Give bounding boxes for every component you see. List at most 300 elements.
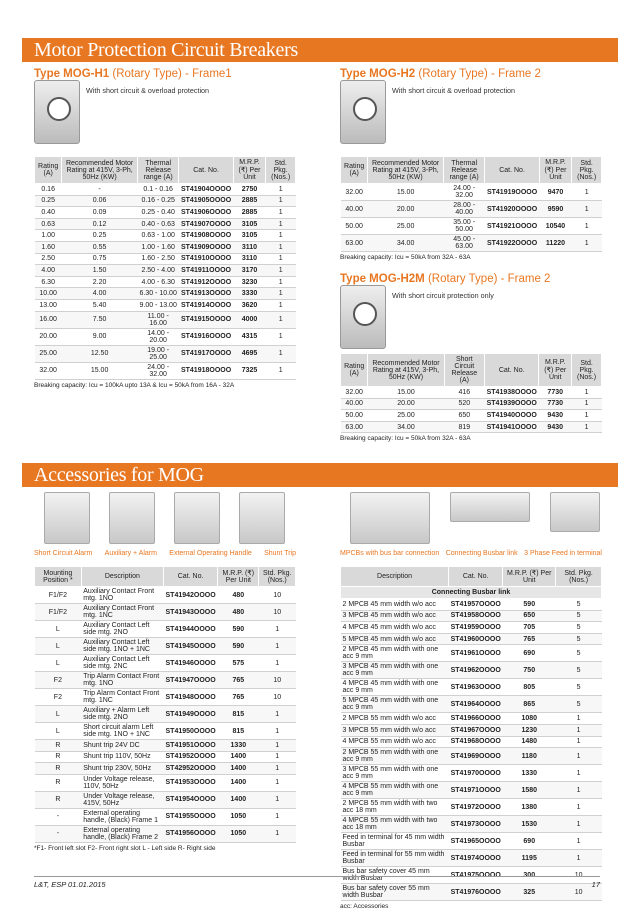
short-circuit-alarm-image	[44, 492, 90, 544]
table-cell: 3110	[233, 253, 266, 265]
table-cell: 1080	[503, 713, 556, 725]
table-cell: ST41962OOOO	[449, 662, 503, 679]
table-cell: 15.00	[368, 387, 444, 399]
table-row	[341, 421, 602, 433]
table-cell: L	[35, 621, 82, 638]
table-cell: ST41945OOOO	[164, 638, 218, 655]
table-row	[341, 765, 602, 782]
table-cell: 15.00	[368, 184, 444, 201]
table-cell: 480	[218, 604, 259, 621]
table-cell: 4315	[233, 328, 266, 345]
table-row	[341, 679, 602, 696]
column-header: Cat. No.	[164, 567, 218, 587]
table-cell: Shunt trip 230V, 50Hz	[81, 763, 163, 775]
table-cell: 5	[556, 679, 602, 696]
table-cell: 765	[218, 689, 259, 706]
table-cell: 32.00	[341, 184, 368, 201]
table-cell: -	[62, 184, 138, 196]
column-header: Recommended Motor Rating at 415V, 3-Ph, 50Hz (KW)	[62, 157, 138, 184]
table-cell: 0.75	[62, 253, 138, 265]
table-cell: 1	[266, 311, 296, 328]
table-cell: 0.1 - 0.16	[137, 184, 179, 196]
table-cell: Auxiliary Contact Left side mtg. 1NO + 1NC	[81, 638, 163, 655]
table-cell: 1400	[218, 774, 259, 791]
mog-h2m-heading: Type MOG-H2M (Rotary Type) - Frame 2	[340, 273, 551, 285]
table-row	[341, 645, 602, 662]
column-header: Recommended Motor Rating at 415V, 3-Ph, 50Hz (KW)	[368, 354, 444, 387]
table-cell: ST41916OOOO	[179, 328, 233, 345]
table-cell: 10540	[539, 218, 572, 235]
table-cell: 1	[572, 218, 602, 235]
table-cell: 1.50	[62, 265, 138, 277]
column-header: Description	[81, 567, 163, 587]
table-cell: ST41963OOOO	[449, 679, 503, 696]
table-cell: ST41942OOOO	[164, 587, 218, 604]
table-cell: ST41943OOOO	[164, 604, 218, 621]
table-cell: 63.00	[341, 421, 368, 433]
table-cell: 1	[259, 825, 296, 842]
table-cell: Trip Alarm Contact Front mtg. 1NO	[81, 672, 163, 689]
mog-h2-product-image	[340, 80, 386, 144]
table-cell: 1	[556, 748, 602, 765]
table-row	[35, 587, 296, 604]
table-cell: 1	[266, 253, 296, 265]
table-cell: R	[35, 774, 82, 791]
table-row	[341, 850, 602, 867]
table-cell: 0.63	[35, 218, 62, 230]
table-cell: 2 MPCB 55 mm width with two acc 18 mm	[341, 799, 449, 816]
table-cell: ST41913OOOO	[179, 288, 233, 300]
mog-h2-table	[340, 156, 602, 252]
table-cell: 0.63 - 1.00	[137, 230, 179, 242]
table-row	[341, 724, 602, 736]
table-cell: ST41939OOOO	[485, 398, 539, 410]
table-cell: 4 MPCB 45 mm width w/o acc	[341, 622, 449, 634]
table-cell: 1	[266, 362, 296, 379]
table-cell: 4.00 - 6.30	[137, 276, 179, 288]
table-cell: 1	[556, 724, 602, 736]
table-cell: ST41946OOOO	[164, 655, 218, 672]
table-cell: 10	[556, 884, 602, 901]
table-cell: 1	[266, 241, 296, 253]
table-cell: 2.20	[62, 276, 138, 288]
table-row	[35, 265, 296, 277]
table-cell: F2	[35, 672, 82, 689]
table-cell: L	[35, 723, 82, 740]
accessory-labels	[34, 550, 296, 557]
table-cell: 9.00	[62, 328, 138, 345]
table-row	[35, 276, 296, 288]
table-row	[341, 235, 602, 252]
column-header: Description	[341, 567, 449, 587]
accessories-footnote: *F1- Front left slot F2- Front right slot L - Left side R- Right side	[34, 844, 216, 852]
table-cell: L	[35, 706, 82, 723]
table-cell: 815	[218, 706, 259, 723]
table-cell: 6.30	[35, 276, 62, 288]
table-cell: 7.50	[62, 311, 138, 328]
table-row	[35, 362, 296, 379]
table-cell: 1	[556, 816, 602, 833]
table-cell: ST41941OOOO	[485, 421, 539, 433]
table-cell: ST42952OOOO	[164, 763, 218, 775]
table-cell: 10	[259, 672, 296, 689]
table-cell: ST41966OOOO	[449, 713, 503, 725]
column-header: Rating (A)	[35, 157, 62, 184]
mog-h2m-table	[340, 353, 602, 433]
table-cell: 4 MPCB 55 mm width with one acc 9 mm	[341, 782, 449, 799]
table-cell: 6.30 - 10.00	[137, 288, 179, 300]
table-row	[341, 799, 602, 816]
table-cell: Short circuit alarm Left side mtg. 1NO + 1NC	[81, 723, 163, 740]
table-row	[341, 218, 602, 235]
table-row	[341, 610, 602, 622]
table-cell: 50.00	[341, 410, 368, 422]
table-cell: R	[35, 763, 82, 775]
table-cell: 1	[556, 799, 602, 816]
table-row	[341, 201, 602, 218]
table-cell: 2885	[233, 207, 266, 219]
column-header: Cat. No.	[485, 157, 539, 184]
table-cell: F1/F2	[35, 604, 82, 621]
section-banner-accessories: Accessories for MOG	[22, 463, 618, 487]
table-cell: 28.00 - 40.00	[443, 201, 485, 218]
table-cell: 1	[259, 723, 296, 740]
table-cell: ST41921OOOO	[485, 218, 539, 235]
table-cell: 0.40	[35, 207, 62, 219]
table-cell: 1	[266, 207, 296, 219]
table-cell: 1480	[503, 736, 556, 748]
mog-h1-note: With short circuit & overload protection	[86, 86, 210, 95]
table-cell: 765	[503, 633, 556, 645]
table-cell: 1	[266, 265, 296, 277]
table-row	[35, 751, 296, 763]
auxiliary-alarm-image	[109, 492, 155, 544]
table-cell: ST41911OOOO	[179, 265, 233, 277]
table-cell: 1	[259, 655, 296, 672]
table-cell: 25.00	[368, 410, 444, 422]
table-cell: 1400	[218, 751, 259, 763]
table-cell: ST41908OOOO	[179, 230, 233, 242]
table-row	[35, 230, 296, 242]
table-cell: 34.00	[368, 421, 444, 433]
table-cell: 1	[556, 765, 602, 782]
table-row	[341, 748, 602, 765]
table-cell: ST41940OOOO	[485, 410, 539, 422]
table-cell: 3230	[233, 276, 266, 288]
table-cell: 4 MPCB 55 mm width w/o acc	[341, 736, 449, 748]
table-cell: 3 MPCB 45 mm width w/o acc	[341, 610, 449, 622]
table-row	[341, 633, 602, 645]
table-cell: 1.00 - 1.60	[137, 241, 179, 253]
column-header: Rating (A)	[341, 354, 368, 387]
table-cell: 690	[503, 833, 556, 850]
table-row	[341, 736, 602, 748]
table-cell: 690	[503, 645, 556, 662]
table-cell: 0.25	[62, 230, 138, 242]
table-cell: 5	[556, 662, 602, 679]
table-cell: 1.60	[35, 241, 62, 253]
table-cell: 590	[503, 599, 556, 611]
mog-h1-heading: Type MOG-H1 (Rotary Type) - Frame1	[34, 68, 232, 80]
table-cell: Under Voltage release, 110V, 50Hz	[81, 774, 163, 791]
mog-h2m-note: With short circuit protection only	[392, 291, 494, 300]
table-cell: 1	[572, 184, 602, 201]
table-row	[35, 253, 296, 265]
table-row	[341, 622, 602, 634]
table-cell: 1	[556, 782, 602, 799]
table-row	[35, 774, 296, 791]
table-cell: 15.00	[62, 362, 138, 379]
table-cell: 0.40 - 0.63	[137, 218, 179, 230]
table-cell: 4.00	[62, 288, 138, 300]
table-cell: ST41965OOOO	[449, 833, 503, 850]
table-cell: 2.50 - 4.00	[137, 265, 179, 277]
accessory-label: Shunt Trip	[264, 550, 296, 557]
table-cell: -	[35, 808, 82, 825]
table-cell: 9430	[539, 410, 572, 422]
table-cell: 25.00	[35, 345, 62, 362]
table-cell: 4.00	[35, 265, 62, 277]
table-row	[35, 218, 296, 230]
table-cell: 45.00 - 63.00	[443, 235, 485, 252]
column-header: M.R.P. (₹) Per Unit	[539, 157, 572, 184]
table-cell: Bus bar safety cover 45 mm width Busbar	[341, 867, 449, 884]
table-cell: 50.00	[341, 218, 368, 235]
table-cell: ST41919OOOO	[485, 184, 539, 201]
table-cell: 325	[503, 884, 556, 901]
table-cell: 650	[444, 410, 485, 422]
table-row	[35, 638, 296, 655]
table-cell: ST41967OOOO	[449, 724, 503, 736]
table-cell: 1	[556, 833, 602, 850]
table-cell: 520	[444, 398, 485, 410]
table-row	[35, 311, 296, 328]
column-header: Thermal Release range (A)	[137, 157, 179, 184]
table-cell: 480	[218, 587, 259, 604]
table-cell: 4000	[233, 311, 266, 328]
table-cell: 5	[556, 622, 602, 634]
accessory-label: Auxiliary + Alarm	[104, 550, 157, 557]
table-cell: 9590	[539, 201, 572, 218]
table-cell: 1.00	[35, 230, 62, 242]
table-cell: 805	[503, 679, 556, 696]
table-cell: 3620	[233, 299, 266, 311]
table-row	[35, 195, 296, 207]
mog-h2m-product-image	[340, 285, 386, 349]
table-cell: ST41971OOOO	[449, 782, 503, 799]
table-cell: 1.60 - 2.50	[137, 253, 179, 265]
table-cell: ST41956OOOO	[164, 825, 218, 842]
table-cell: 3330	[233, 288, 266, 300]
table-cell: 1380	[503, 799, 556, 816]
table-cell: 819	[444, 421, 485, 433]
table-cell: ST41949OOOO	[164, 706, 218, 723]
table-cell: 1	[259, 774, 296, 791]
table-cell: 4 MPCB 45 mm width with one acc 9 mm	[341, 679, 449, 696]
busbar-label: Connecting Busbar link	[445, 550, 518, 557]
table-row	[341, 184, 602, 201]
table-row	[35, 299, 296, 311]
table-cell: ST41952OOOO	[164, 751, 218, 763]
table-cell: Auxiliary Contact Left side mtg. 2NO	[81, 621, 163, 638]
busbar-subheader: Connecting Busbar link	[341, 587, 602, 599]
table-cell: 0.16 - 0.25	[137, 195, 179, 207]
table-cell: 9470	[539, 184, 572, 201]
accessories-table	[34, 566, 296, 843]
table-cell: ST41957OOOO	[449, 599, 503, 611]
table-row	[341, 387, 602, 399]
mog-h1-breaking-capacity: Breaking capacity: Icu = 100kA upto 13A & Icu = 50kA from 16A - 32A	[34, 381, 235, 389]
table-cell: 5	[556, 599, 602, 611]
table-cell: 16.00	[35, 311, 62, 328]
table-cell: ST41947OOOO	[164, 672, 218, 689]
table-cell: 3105	[233, 230, 266, 242]
table-cell: 2750	[233, 184, 266, 196]
table-cell: 1	[259, 706, 296, 723]
mog-h2-note: With short circuit & overload protection	[392, 86, 516, 95]
table-row	[35, 808, 296, 825]
table-row	[341, 599, 602, 611]
table-cell: 1	[259, 791, 296, 808]
table-cell: 1230	[503, 724, 556, 736]
table-cell: 3 MPCB 45 mm width with one acc 9 mm	[341, 662, 449, 679]
table-cell: ST41950OOOO	[164, 723, 218, 740]
section-banner-mpcb: Motor Protection Circuit Breakers	[22, 38, 618, 62]
column-header: Recommended Motor Rating at 415V, 3-Ph, 50Hz (KW)	[368, 157, 444, 184]
table-cell: 10	[556, 867, 602, 884]
column-header: Rating (A)	[341, 157, 368, 184]
column-header: M.R.P. (₹) Per Unit	[539, 354, 572, 387]
table-cell: Feed in terminal for 55 mm width Busbar	[341, 850, 449, 867]
table-cell: 1530	[503, 816, 556, 833]
table-cell: 10	[259, 689, 296, 706]
page-number: 17	[591, 880, 600, 889]
accessory-images	[34, 492, 294, 552]
table-cell: 0.55	[62, 241, 138, 253]
table-cell: Shunt trip 110V, 50Hz	[81, 751, 163, 763]
table-row	[35, 689, 296, 706]
table-cell: 865	[503, 696, 556, 713]
mog-h1-section	[34, 68, 296, 389]
table-cell: 0.06	[62, 195, 138, 207]
column-header: Thermal Release range (A)	[443, 157, 485, 184]
table-cell: 0.16	[35, 184, 62, 196]
table-cell: Auxiliary Contact Left side mtg. 2NC	[81, 655, 163, 672]
busbar-images	[350, 492, 600, 544]
table-cell: 40.00	[341, 201, 368, 218]
column-header: Mounting Position *	[35, 567, 82, 587]
table-cell: ST41905OOOO	[179, 195, 233, 207]
table-row	[341, 410, 602, 422]
table-row	[341, 713, 602, 725]
table-cell: 575	[218, 655, 259, 672]
table-cell: 3105	[233, 218, 266, 230]
column-header: M.R.P. (₹) Per Unit	[503, 567, 556, 587]
table-cell: ST41969OOOO	[449, 748, 503, 765]
table-cell: Auxiliary + Alarm Left side mtg. 2NO	[81, 706, 163, 723]
table-cell: 5.40	[62, 299, 138, 311]
table-cell: 1050	[218, 825, 259, 842]
accessories-table-section	[34, 566, 296, 852]
table-cell: L	[35, 655, 82, 672]
table-cell: 7730	[539, 398, 572, 410]
table-cell: ST41912OOOO	[179, 276, 233, 288]
table-cell: 1050	[218, 808, 259, 825]
table-cell: 650	[503, 610, 556, 622]
table-cell: 1	[266, 299, 296, 311]
table-cell: 7730	[539, 387, 572, 399]
table-row	[341, 833, 602, 850]
table-cell: Under Voltage release, 415V, 50Hz	[81, 791, 163, 808]
table-row	[35, 672, 296, 689]
table-cell: 300	[503, 867, 556, 884]
table-row	[35, 706, 296, 723]
table-cell: 2 MPCB 45 mm width w/o acc	[341, 599, 449, 611]
table-cell: Feed in terminal for 45 mm width Busbar	[341, 833, 449, 850]
table-row	[35, 207, 296, 219]
table-cell: 1	[266, 184, 296, 196]
table-cell: 705	[503, 622, 556, 634]
table-cell: Trip Alarm Contact Front mtg. 1NC	[81, 689, 163, 706]
table-cell: ST41922OOOO	[485, 235, 539, 252]
table-cell: 34.00	[368, 235, 444, 252]
table-cell: 9.00 - 13.00	[137, 299, 179, 311]
table-cell: 5 MPCB 45 mm width w/o acc	[341, 633, 449, 645]
table-cell: 590	[218, 638, 259, 655]
table-cell: ST41953OOOO	[164, 774, 218, 791]
busbar-table	[340, 566, 602, 901]
table-cell: 1	[572, 201, 602, 218]
table-row	[35, 288, 296, 300]
table-cell: 5	[556, 610, 602, 622]
table-cell: 3 MPCB 55 mm width w/o acc	[341, 724, 449, 736]
table-cell: 40.00	[341, 398, 368, 410]
table-cell: 1	[556, 850, 602, 867]
table-cell: 24.00 - 32.00	[443, 184, 485, 201]
table-cell: R	[35, 791, 82, 808]
table-cell: 0.12	[62, 218, 138, 230]
table-cell: 5	[556, 696, 602, 713]
table-cell: 0.25 - 0.40	[137, 207, 179, 219]
table-cell: Shunt trip 24V DC	[81, 740, 163, 752]
table-cell: 1400	[218, 791, 259, 808]
table-cell: 1	[572, 235, 602, 252]
table-row	[35, 328, 296, 345]
table-cell: 4 MPCB 55 mm width with two acc 18 mm	[341, 816, 449, 833]
table-cell: External operating handle, (Black) Frame 1	[81, 808, 163, 825]
busbar-table-section	[340, 566, 602, 910]
table-row	[341, 696, 602, 713]
table-cell: 1	[266, 230, 296, 242]
table-cell: 1580	[503, 782, 556, 799]
table-cell: ST41968OOOO	[449, 736, 503, 748]
table-cell: ST41948OOOO	[164, 689, 218, 706]
footer-label: L&T, ESP 01.01.2015	[34, 880, 106, 889]
table-row	[35, 723, 296, 740]
table-cell: 0.09	[62, 207, 138, 219]
mog-h2-section	[340, 68, 602, 442]
table-cell: 1195	[503, 850, 556, 867]
table-cell: ST41910OOOO	[179, 253, 233, 265]
table-cell: R	[35, 740, 82, 752]
table-row	[35, 740, 296, 752]
mog-h1-table	[34, 156, 296, 380]
column-header: M.R.P. (₹) Per Unit	[233, 157, 266, 184]
table-cell: 1330	[218, 740, 259, 752]
table-cell: 1330	[503, 765, 556, 782]
external-handle-image	[174, 492, 220, 544]
table-cell: ST41904OOOO	[179, 184, 233, 196]
